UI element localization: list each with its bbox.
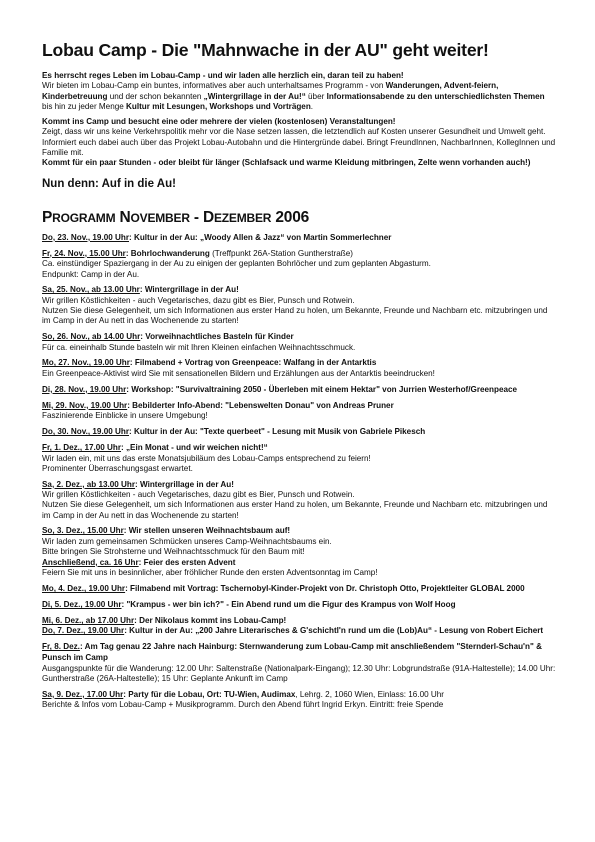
event-title: : Party für die Lobau, Ort: TU-Wien, Audimax (123, 689, 296, 699)
event-heading (42, 690, 556, 701)
event-description: Faszinierende Einblicke in unsere Umgebung! (42, 411, 208, 421)
event-heading (42, 233, 556, 244)
event-description: Nutzen Sie diese Gelegenheit, um sich Informationen aus erster Hand zu holen, um Bekannte, Freunde und Nachbarn etc. mitzubringen und im Camp in der Au nett in das Wochenende zu starten! (42, 500, 548, 520)
intro-call-to-action: Kommt ins Camp und besucht eine oder mehrere der vielen (kostenlosen) Veranstaltungen! (42, 117, 396, 127)
event-item (42, 480, 556, 521)
program-heading: PROGRAMM NOVEMBER - DEZEMBER 2006 (42, 208, 310, 226)
intro-paragraph-2: Zeigt, dass wir uns keine Verkehrspolitik mehr vor die Nase setzen lassen, die letztendlich auf Kosten unserer Gesundheit und Umwelt geht. Informiert euch dabei auch über das Projekt Lobau-Autobahn und die Hintergründe dabei. Bringt FreundInnen, NachbarInnen, KollegInnen und Familie mit. (42, 127, 556, 158)
event-description: Ein Greenpeace-Aktivist wird Sie mit sensationellen Bildern und Erzählungen aus der Antarktis beeindrucken! (42, 368, 435, 378)
event-item (42, 358, 556, 379)
event-title: : Kultur in der Au: „Woody Allen & Jazz“ von Martin Sommerlechner (129, 232, 392, 242)
event-date: Sa, 25. Nov., ab 13.00 Uhr (42, 285, 140, 295)
event-heading (42, 642, 556, 663)
event-date: So, 3. Dez., 15.00 Uhr (42, 526, 124, 536)
event-date: Do, 23. Nov., 19.00 Uhr (42, 232, 129, 242)
event-heading (42, 584, 556, 595)
event-item (42, 401, 556, 422)
event-description: Wir laden zum gemeinsamen Schmücken unseres Camp-Weihnachtsbaums ein. (42, 536, 332, 546)
event-item (42, 600, 556, 611)
event-title: : "Krampus - wer bin ich?" - Ein Abend rund um die Figur des Krampus von Wolf Hoog (121, 599, 456, 609)
event-title: : Wintergrillage in der Au! (135, 479, 234, 489)
event-title: : Filmabend + Vortrag von Greenpeace: Walfang in der Antarktis (129, 358, 377, 368)
event-date: Do, 30. Nov., 19.00 Uhr (42, 426, 129, 436)
event-heading (42, 443, 556, 454)
event-description: Wir laden ein, mit uns das erste Monatsjubiläum des Lobau-Camps entsprechend zu feiern! (42, 453, 371, 463)
event-description: Wir grillen Köstlichkeiten - auch Vegetarisches, dazu gibt es Bier, Punsch und Rotwein. (42, 295, 355, 305)
event-item (42, 616, 556, 637)
event-date: Mi, 29. Nov., 19.00 Uhr (42, 400, 128, 410)
event-heading (42, 358, 556, 369)
event-heading (42, 401, 556, 412)
event-description: Bitte bringen Sie Strohsterne und Weihnachtsschmuck für den Baum mit! (42, 547, 305, 557)
page-title: Lobau Camp - Die "Mahnwache in der AU" geht weiter! (42, 40, 489, 60)
intro-slogan: Nun denn: Auf in die Au! (42, 177, 176, 190)
event-title: : Der Nikolaus kommt ins Lobau-Camp! (134, 615, 287, 625)
event-title: : Wir stellen unseren Weihnachtsbaum auf! (123, 526, 291, 536)
event-title: : Filmabend mit Vortrag: Tschernobyl-Kinder-Projekt von Dr. Christoph Otto, Projektleiter GLOBAL 2000 (125, 583, 525, 593)
event-title: : Bebilderter Info-Abend: "Lebenswelten Donau" von Andreas Pruner (127, 400, 394, 410)
intro-paragraph-1: Wir bieten im Lobau-Camp ein buntes, informatives aber auch unterhaltsames Programm - von Wanderungen, Advent-feiern, Kinderbetreuung und der schon bekannten „Wintergrillage in der Au!“ über Informationsabende zu den unterschiedlichsten Themen bis hin zu jeder Menge Kultur mit Lesungen, Workshops und Vorträgen. (42, 81, 545, 111)
event-date: Mo, 27. Nov., 19.00 Uhr (42, 358, 130, 368)
event-sub-description: Feiern Sie mit uns in besinnlicher, aber fröhlicher Runde den ersten Adventsonntag im Camp! (42, 568, 378, 578)
event-description: Ausgangspunkte für die Wanderung: 12.00 Uhr: Saltenstraße (Nationalpark-Eingang); 12.30 Uhr: Lobgrundstraße (91A-Haltestelle); 14.00 Uhr: Guntherstraße (26A-Haltestelle); 15 Uhr: Geplante Ankunft im Camp (42, 663, 556, 683)
event-title: : Vorweihnachtliches Basteln für Kinder (140, 332, 294, 342)
event-title-extra: , Lehrg. 2, 1060 Wien, Einlass: 16.00 Uhr (295, 689, 444, 699)
event-date: Fr, 1. Dez., 17.00 Uhr (42, 442, 122, 452)
event-description: Nutzen Sie diese Gelegenheit, um sich Informationen aus erster Hand zu holen, um Bekannte, Freunde und Nachbarn etc. mitzubringen und im Camp in der Au nett in das Wochenende zu starten! (42, 306, 548, 326)
event-item (42, 690, 556, 711)
event-heading (42, 600, 556, 611)
event-title: : Bohrlochwanderung (125, 248, 210, 258)
event-title: : Wintergrillage in der Au! (139, 285, 239, 295)
event-heading (42, 626, 556, 637)
event-item (42, 385, 556, 396)
event-item (42, 285, 556, 326)
event-date: Mo, 4. Dez., 19.00 Uhr (42, 583, 126, 593)
event-date: Fr, 8. Dez. (42, 642, 80, 652)
event-title: : Kultur in der Au: „200 Jahre Literarisches & G'schichtl'n rund um die (Lob)Au“ - Lesung von Robert Eichert (124, 626, 544, 636)
event-sub-title: : Feier des ersten Advent (138, 557, 236, 567)
intro-stay-note: Kommt für ein paar Stunden - oder bleibt für länger (Schlafsack und warme Kleidung mitbringen, Zelte wenn vorhanden auch!) (42, 158, 531, 168)
event-heading (42, 616, 556, 627)
event-description: Prominenter Überraschungsgast erwartet. (42, 463, 193, 473)
event-date: Di, 5. Dez., 19.00 Uhr (42, 599, 122, 609)
event-date: Sa, 2. Dez., ab 13.00 Uhr (42, 479, 136, 489)
event-title: : Workshop: "Survivaltraining 2050 - Überleben mit einem Hektar" von Jurrien Westerhof/Greenpeace (126, 384, 518, 394)
event-title: : „Ein Monat - und wir weichen nicht!“ (121, 442, 268, 452)
event-date: Mi, 6. Dez., ab 17.00 Uhr (42, 615, 135, 625)
event-item (42, 233, 556, 244)
event-item (42, 642, 556, 684)
event-title: : Kultur in der Au: "Texte querbeet" - Lesung mit Musik von Gabriele Pikesch (129, 426, 426, 436)
event-description: Ca. einstündiger Spaziergang in der Au zu einigen der geplanten Bohrlöcher und zum geplanten Abgasturm. (42, 259, 431, 269)
event-title-extra: (Treffpunkt 26A-Station Guntherstraße) (209, 248, 353, 258)
event-date: Sa, 9. Dez., 17.00 Uhr (42, 689, 124, 699)
event-heading (42, 285, 556, 296)
event-description: Wir grillen Köstlichkeiten - auch Vegetarisches, dazu gibt es Bier, Punsch und Rotwein. (42, 490, 355, 500)
event-description: Endpunkt: Camp in der Au. (42, 269, 140, 279)
event-heading (42, 480, 556, 491)
event-heading (42, 526, 556, 537)
event-date: Di, 28. Nov., 19.00 Uhr (42, 384, 127, 394)
event-heading (42, 249, 556, 260)
event-list (42, 233, 556, 711)
event-date: So, 26. Nov., ab 14.00 Uhr (42, 332, 141, 342)
event-heading (42, 332, 556, 343)
event-item (42, 249, 556, 280)
event-item (42, 427, 556, 438)
event-sub-date: Anschließend, ca. 16 Uhr (42, 557, 139, 567)
event-item (42, 526, 556, 578)
event-item (42, 584, 556, 595)
event-heading (42, 427, 556, 438)
document-page (42, 40, 556, 716)
intro-lead: Es herrscht reges Leben im Lobau-Camp - und wir laden alle herzlich ein, daran teil zu haben! (42, 71, 404, 80)
event-heading (42, 385, 556, 396)
event-item (42, 332, 556, 353)
event-date: Fr, 24. Nov., 15.00 Uhr (42, 248, 126, 258)
event-sub-heading (42, 558, 556, 569)
event-description: Für ca. eineinhalb Stunde basteln wir mit Ihren Kleinen einfachen Weihnachtsschmuck. (42, 342, 356, 352)
event-description: Berichte & Infos vom Lobau-Camp + Musikprogramm. Durch den Abend führt Ingrid Erkyn. Eintritt: freie Spende (42, 700, 444, 710)
event-title: : Am Tag genau 22 Jahre nach Hainburg: Sternwanderung zum Lobau-Camp mit anschließendem "Sternderl-Schau'n" & Punsch im Camp (42, 642, 542, 662)
event-date: Do, 7. Dez., 19.00 Uhr (42, 626, 125, 636)
event-item (42, 443, 556, 474)
